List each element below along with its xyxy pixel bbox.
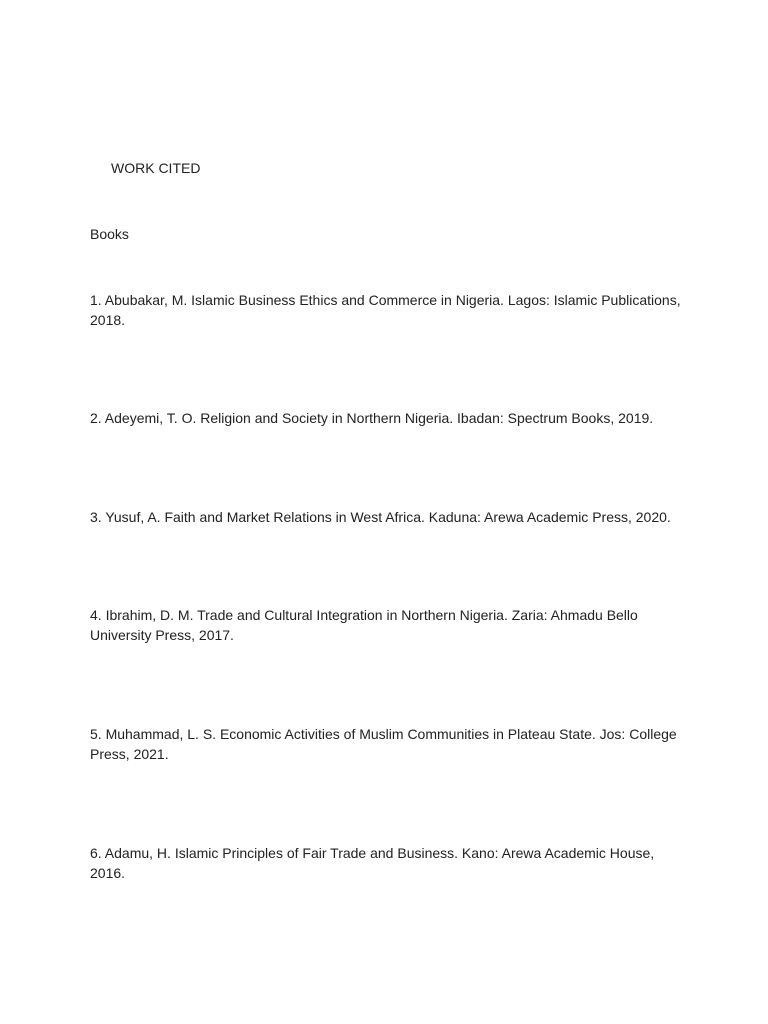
section-title: Books [90,226,129,242]
reference-entry-5: 5. Muhammad, L. S. Economic Activities of Muslim Communities in Plateau State. Jos: College Press, 2021. [90,726,677,762]
reference-entry-3: 3. Yusuf, A. Faith and Market Relations in West Africa. Kaduna: Arewa Academic Press, 2020. [90,509,671,525]
reference-entry-4: 4. Ibrahim, D. M. Trade and Cultural Integration in Northern Nigeria. Zaria: Ahmadu Bello University Press, 2017. [90,607,638,643]
reference-entry-2: 2. Adeyemi, T. O. Religion and Society in Northern Nigeria. Ibadan: Spectrum Books, 2019. [90,410,654,426]
reference-entry-6: 6. Adamu, H. Islamic Principles of Fair Trade and Business. Kano: Arewa Academic House, 2016. [90,845,655,881]
page-heading: WORK CITED [111,160,201,176]
reference-entry-1: 1. Abubakar, M. Islamic Business Ethics and Commerce in Nigeria. Lagos: Islamic Publications, 2018. [90,292,681,328]
